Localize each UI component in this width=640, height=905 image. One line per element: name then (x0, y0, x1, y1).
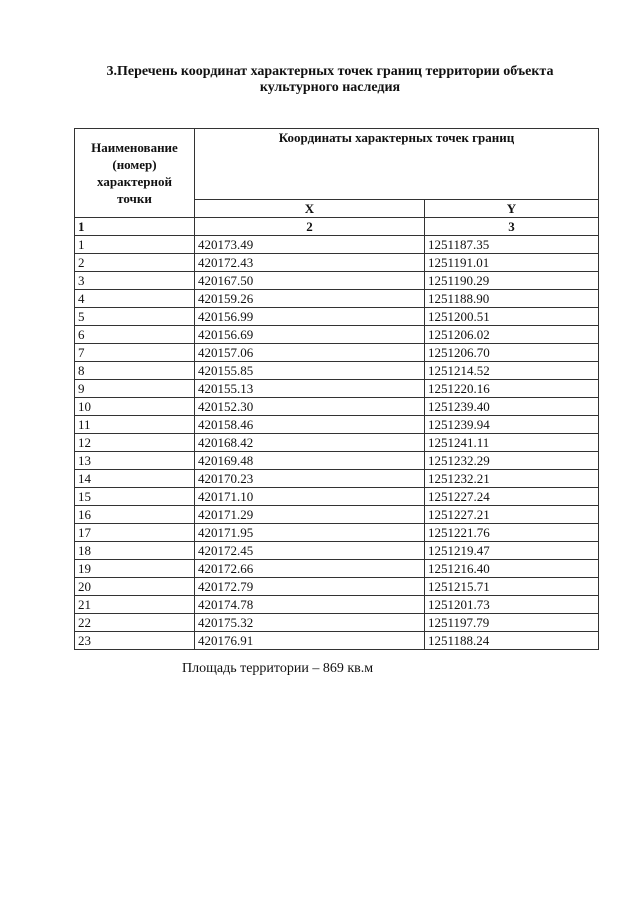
point-number: 1 (75, 236, 195, 254)
point-number: 14 (75, 470, 195, 488)
x-coordinate: 420172.43 (195, 254, 425, 272)
table-row (75, 578, 599, 596)
name-header-line: Наименование (91, 140, 178, 155)
name-header-line: характерной (97, 174, 172, 189)
table-row (75, 416, 599, 434)
table-row (75, 632, 599, 650)
column-number: 3 (425, 218, 599, 236)
table-row (75, 398, 599, 416)
y-coordinate: 1251188.90 (425, 290, 599, 308)
y-coordinate: 1251214.52 (425, 362, 599, 380)
y-coordinate: 1251239.94 (425, 416, 599, 434)
x-coordinate: 420172.79 (195, 578, 425, 596)
table-row (75, 380, 599, 398)
point-number: 12 (75, 434, 195, 452)
table-row (75, 614, 599, 632)
table-row (75, 470, 599, 488)
point-number: 23 (75, 632, 195, 650)
territory-area: Площадь территории – 869 кв.м (182, 661, 374, 676)
x-coordinate: 420156.99 (195, 308, 425, 326)
point-number: 5 (75, 308, 195, 326)
y-coordinate: 1251232.21 (425, 470, 599, 488)
table-row (75, 236, 599, 254)
y-coordinate: 1251221.76 (425, 524, 599, 542)
point-number: 20 (75, 578, 195, 596)
y-coordinate: 1251239.40 (425, 398, 599, 416)
name-header-line: (номер) (112, 157, 157, 172)
y-coordinate: 1251220.16 (425, 380, 599, 398)
table-row (75, 506, 599, 524)
y-coordinate: 1251241.11 (425, 434, 599, 452)
table-row (75, 434, 599, 452)
y-coordinate: 1251201.73 (425, 596, 599, 614)
y-coordinate: 1251188.24 (425, 632, 599, 650)
column-number: 2 (195, 218, 425, 236)
table-row (75, 308, 599, 326)
x-coordinate: 420158.46 (195, 416, 425, 434)
point-number: 15 (75, 488, 195, 506)
column-number: 1 (75, 218, 195, 236)
y-coordinate: 1251190.29 (425, 272, 599, 290)
point-number: 4 (75, 290, 195, 308)
x-coordinate: 420172.66 (195, 560, 425, 578)
y-coordinate: 1251206.70 (425, 344, 599, 362)
x-coordinate: 420171.29 (195, 506, 425, 524)
x-coordinate: 420169.48 (195, 452, 425, 470)
x-coordinate: 420168.42 (195, 434, 425, 452)
x-coordinate: 420173.49 (195, 236, 425, 254)
y-coordinate: 1251216.40 (425, 560, 599, 578)
x-coordinate: 420152.30 (195, 398, 425, 416)
title-line-2: культурного наследия (259, 80, 401, 95)
table-row (75, 542, 599, 560)
x-coordinate: 420171.10 (195, 488, 425, 506)
point-number: 11 (75, 416, 195, 434)
x-coordinate: 420172.45 (195, 542, 425, 560)
x-coordinate: 420159.26 (195, 290, 425, 308)
title-line-1: 3.Перечень координат характерных точек границ территории объекта (106, 64, 554, 79)
point-number: 18 (75, 542, 195, 560)
y-coordinate: 1251215.71 (425, 578, 599, 596)
point-number: 7 (75, 344, 195, 362)
point-number: 10 (75, 398, 195, 416)
x-coordinate: 420171.95 (195, 524, 425, 542)
y-coordinate: 1251191.01 (425, 254, 599, 272)
document-title (60, 64, 600, 96)
point-number: 6 (75, 326, 195, 344)
x-coordinate: 420170.23 (195, 470, 425, 488)
y-coordinate: 1251200.51 (425, 308, 599, 326)
coordinates-header: Координаты характерных точек границ (195, 129, 599, 200)
x-coordinate: 420155.13 (195, 380, 425, 398)
x-coordinate: 420155.85 (195, 362, 425, 380)
point-number: 16 (75, 506, 195, 524)
point-number: 21 (75, 596, 195, 614)
point-number: 2 (75, 254, 195, 272)
table-row (75, 362, 599, 380)
point-number: 3 (75, 272, 195, 290)
point-number: 9 (75, 380, 195, 398)
y-coordinate: 1251197.79 (425, 614, 599, 632)
table-row (75, 596, 599, 614)
table-row (75, 254, 599, 272)
table-row (75, 290, 599, 308)
point-number: 19 (75, 560, 195, 578)
x-coordinate: 420157.06 (195, 344, 425, 362)
x-coordinate: 420175.32 (195, 614, 425, 632)
point-number: 22 (75, 614, 195, 632)
y-coordinate: 1251232.29 (425, 452, 599, 470)
table-row (75, 524, 599, 542)
table-row (75, 488, 599, 506)
y-coordinate: 1251206.02 (425, 326, 599, 344)
y-coordinate: 1251227.24 (425, 488, 599, 506)
name-header-line: точки (117, 191, 152, 206)
x-coordinate: 420174.78 (195, 596, 425, 614)
y-coordinate: 1251187.35 (425, 236, 599, 254)
point-number: 8 (75, 362, 195, 380)
table-row (75, 344, 599, 362)
point-name-header (75, 129, 195, 218)
y-axis-header: Y (425, 200, 599, 218)
table-row (75, 272, 599, 290)
y-coordinate: 1251219.47 (425, 542, 599, 560)
table-row (75, 560, 599, 578)
x-axis-header: X (195, 200, 425, 218)
y-coordinate: 1251227.21 (425, 506, 599, 524)
x-coordinate: 420156.69 (195, 326, 425, 344)
point-number: 13 (75, 452, 195, 470)
x-coordinate: 420167.50 (195, 272, 425, 290)
table-row (75, 326, 599, 344)
x-coordinate: 420176.91 (195, 632, 425, 650)
coordinates-table (74, 128, 599, 650)
table-row (75, 452, 599, 470)
point-number: 17 (75, 524, 195, 542)
